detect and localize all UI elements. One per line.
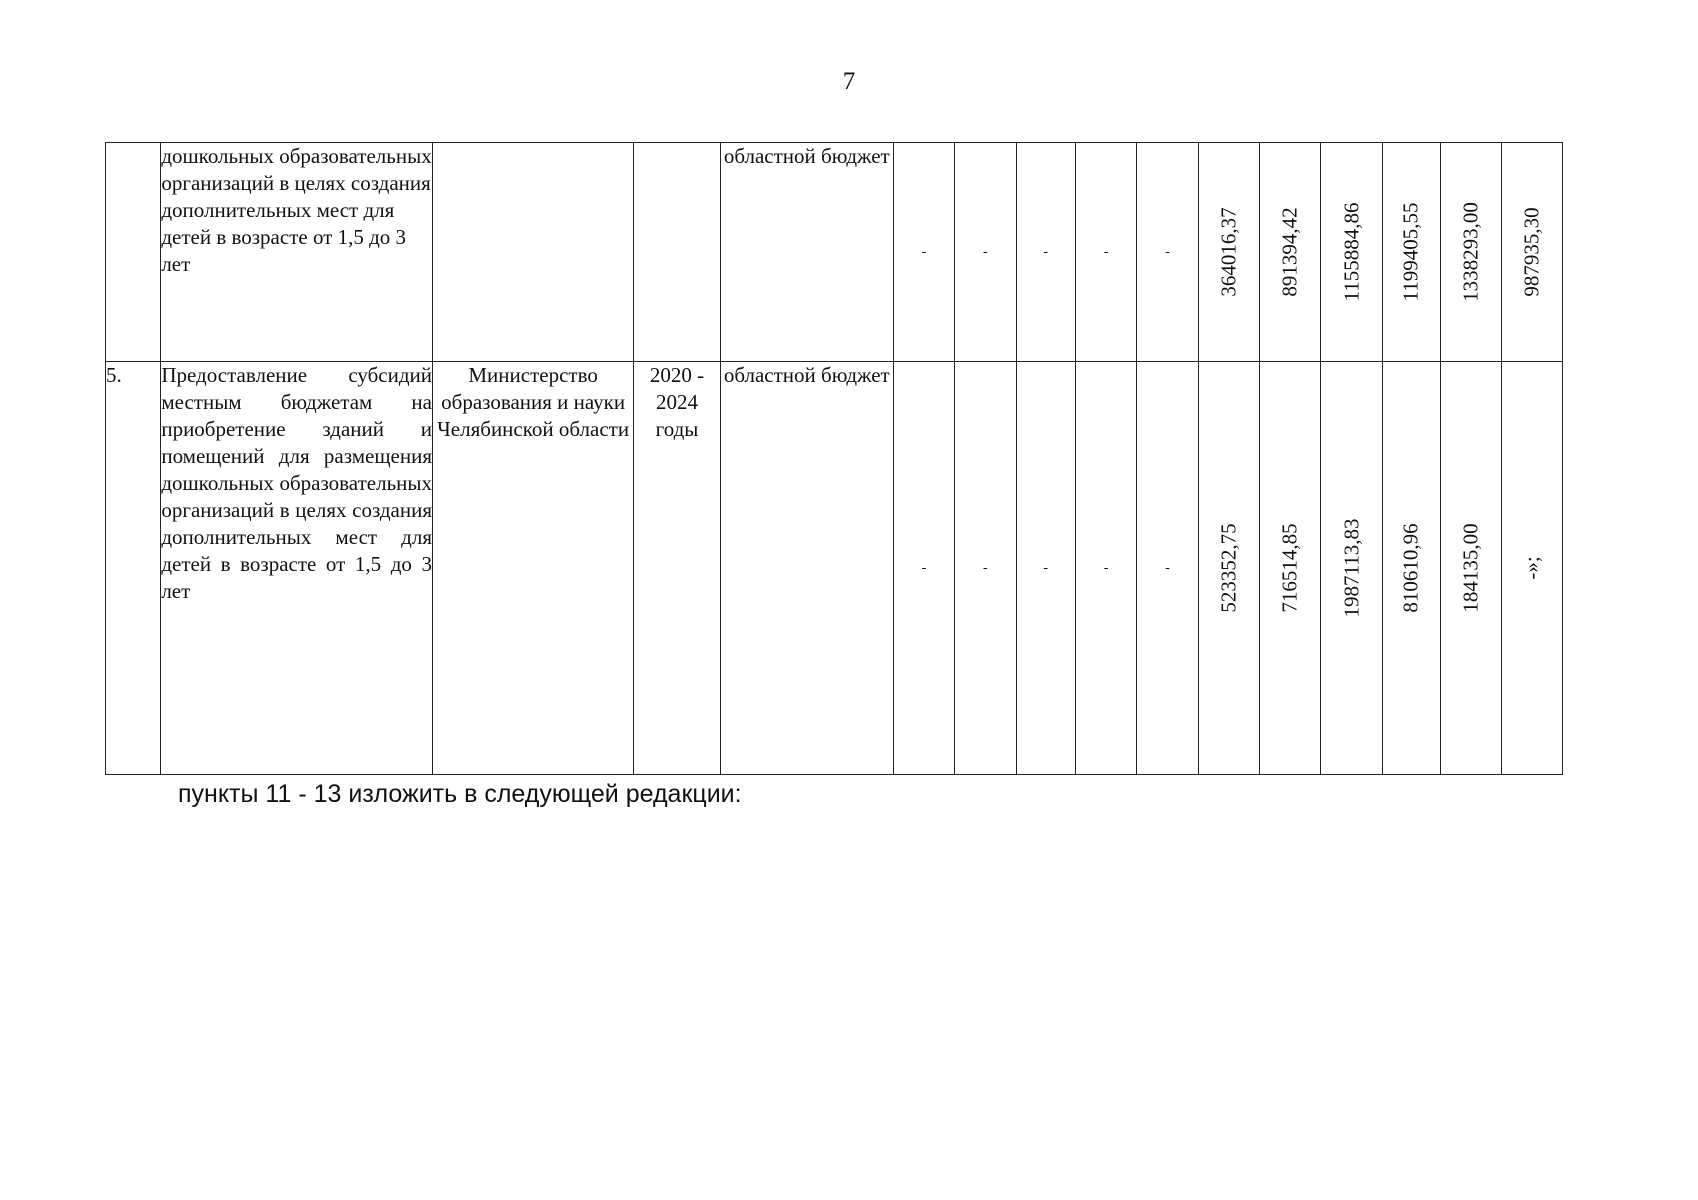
period [634, 143, 721, 362]
row-number: 5. [106, 362, 161, 775]
value-text: 987935,30 [1519, 207, 1544, 297]
value-text: 1199405,55 [1398, 202, 1423, 302]
value-cell-dash [955, 362, 1016, 775]
funding-source: областной бюджет [720, 143, 893, 362]
value-cell [1501, 143, 1562, 362]
value-cell-dash [893, 143, 954, 362]
executor: Министерство образования и науки Челябинской области [433, 362, 634, 775]
dash-mark: - [1103, 244, 1109, 260]
value-text: 716514,85 [1277, 523, 1302, 613]
funding-source: областной бюджет [720, 362, 893, 775]
measure-description: дошкольных образовательных организаций в целях создания дополнительных мест для детей в возрасте от 1,5 до 3 лет [161, 143, 433, 362]
executor [433, 143, 634, 362]
value-text: 891394,42 [1277, 207, 1302, 297]
budget-table [105, 142, 1563, 775]
value-cell [1198, 362, 1259, 775]
value-cell-dash [1016, 362, 1075, 775]
value-cell [1260, 143, 1321, 362]
dash-mark: - [1043, 560, 1049, 576]
value-cell-dash [1016, 143, 1075, 362]
value-cell-dash [893, 362, 954, 775]
value-text: 810610,96 [1398, 523, 1423, 613]
value-text: 523352,75 [1216, 523, 1241, 613]
dash-mark: - [1165, 244, 1170, 260]
value-cell [1260, 362, 1321, 775]
value-text: 364016,37 [1216, 207, 1241, 297]
table-row [106, 362, 1563, 775]
value-cell [1441, 143, 1501, 362]
dash-mark: - [983, 244, 988, 260]
page-number: 7 [842, 68, 856, 95]
value-cell [1382, 143, 1440, 362]
value-cell-dash [1137, 143, 1198, 362]
dash-mark: - [983, 560, 988, 576]
value-text: 1338293,00 [1458, 202, 1483, 302]
measure-description: Предоставление субсидий местным бюджетам на приобретение зданий и помещений для размещения дошкольных образовательных организаций в целях создания дополнительных мест для детей в возрасте от 1,5 до 3 лет [161, 362, 433, 775]
table-row [106, 143, 1563, 362]
amendment-note: пункты 11 - 13 изложить в следующей редакции: [178, 780, 742, 808]
dash-mark: - [921, 560, 927, 576]
value-text: 1987113,83 [1339, 518, 1364, 618]
value-cell-dash [955, 143, 1016, 362]
dash-mark: - [1043, 244, 1049, 260]
value-text: -»; [1519, 556, 1544, 580]
value-cell-dash [1137, 362, 1198, 775]
dash-mark: - [921, 244, 927, 260]
value-cell [1501, 362, 1562, 775]
row-number [106, 143, 161, 362]
value-cell [1321, 362, 1382, 775]
value-cell-dash [1075, 362, 1136, 775]
period: 2020 - 2024 годы [634, 362, 721, 775]
value-text: 1155884,86 [1339, 202, 1364, 302]
dash-mark: - [1103, 560, 1109, 576]
value-cell [1321, 143, 1382, 362]
value-text: 184135,00 [1458, 523, 1483, 613]
value-cell [1382, 362, 1440, 775]
value-cell [1441, 362, 1501, 775]
dash-mark: - [1165, 560, 1170, 576]
value-cell [1198, 143, 1259, 362]
value-cell-dash [1075, 143, 1136, 362]
